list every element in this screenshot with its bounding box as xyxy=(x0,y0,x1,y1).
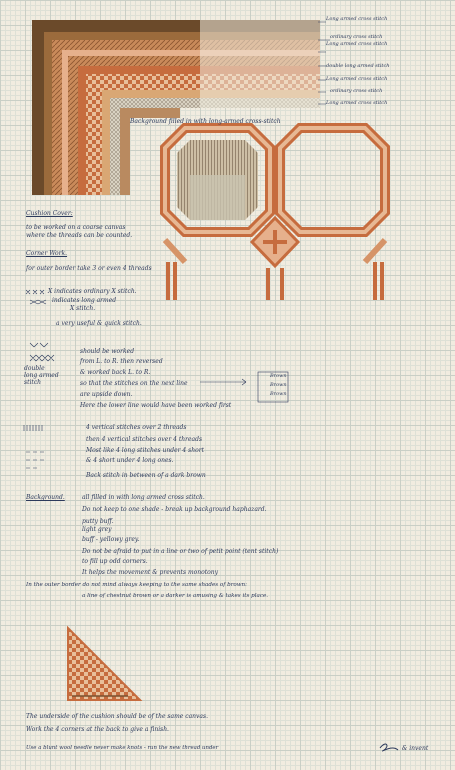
outer-border-line: a line of chestnut brown or a darker is amusing & takes its place. xyxy=(82,593,269,599)
double-label: long armed xyxy=(24,372,59,379)
legend-label: double long armed stitch xyxy=(326,63,390,69)
background-line: Do not be afraid to put in a line or two of petit point (tent stitch) xyxy=(82,548,279,555)
background-line: light grey xyxy=(82,526,112,533)
vertical-line: Most like 4 long stitches under 4 short xyxy=(86,447,204,454)
background-caption: Background filled in with long-armed cross-stitch xyxy=(130,118,281,125)
double-line: & worked back L. to R. xyxy=(80,369,151,376)
double-label: double xyxy=(24,365,45,372)
cushion-title: Cushion Cover: xyxy=(26,210,73,217)
box-label: Brown xyxy=(270,391,287,397)
triangle-corner-sample xyxy=(68,628,140,700)
cushion-line: to be worked on a coarse canvas xyxy=(26,224,126,231)
background-line: all filled in with long armed cross stitch. xyxy=(82,494,205,501)
double-line: from L. to R. then reversed xyxy=(80,358,163,365)
vertical-line: & 4 short under 4 long ones. xyxy=(86,457,174,464)
double-line: should be worked xyxy=(80,348,135,355)
background-line: Do not keep to one shade - break up background haphazard. xyxy=(82,506,267,513)
key-line: a very useful & quick stitch. xyxy=(56,320,142,327)
legend-label: Long armed cross stitch xyxy=(326,100,388,106)
key-line: indicates long armed xyxy=(52,297,117,304)
double-line: Here the lower line would have been worked first xyxy=(80,402,232,409)
footer-line: Work the 4 corners at the back to give a finish. xyxy=(26,726,169,733)
background-heading: Background. xyxy=(26,494,65,501)
outer-border-line: In the outer border do not mind always keeping to the same shades of brown: xyxy=(26,582,248,588)
background-line: putty buff. xyxy=(82,518,114,525)
legend-label: ordinary cross stitch xyxy=(330,34,383,40)
cushion-line: for outer border take 3 or even 4 threads xyxy=(26,265,152,272)
double-label: stitch xyxy=(24,379,42,386)
box-label: Brown xyxy=(270,373,287,379)
box-label: Brown xyxy=(270,382,287,388)
vertical-line: Back stitch in between of a dark brown xyxy=(86,472,206,479)
signature: & invent xyxy=(402,745,429,752)
vertical-line: 4 vertical stitches over 2 threads xyxy=(86,424,187,431)
key-line: X stitch. xyxy=(70,305,96,312)
background-line: buff - yellowy grey. xyxy=(82,536,140,543)
double-line: are upside down. xyxy=(80,391,133,398)
legend-label: Long armed cross stitch xyxy=(326,41,388,47)
legend-label: Long armed cross stitch xyxy=(326,76,388,82)
legend-label: ordinary cross stitch xyxy=(330,88,383,94)
cushion-subtitle: Corner Work. xyxy=(26,250,68,257)
footer-line: The underside of the cushion should be of the same canvas. xyxy=(26,713,208,720)
cushion-line: where the threads can be counted. xyxy=(26,232,133,239)
octagon-motifs xyxy=(165,128,385,300)
legend-label: Long armed cross stitch xyxy=(326,16,388,22)
background-line: to fill up odd corners. xyxy=(82,558,148,565)
double-line: so that the stitches on the next line xyxy=(80,380,188,387)
vertical-line: then 4 vertical stitches over 4 threads xyxy=(86,436,203,443)
background-line: It helps the movement & prevents monotony xyxy=(82,569,219,576)
footer-line: Use a blunt wool needle never make knots - run the new thread under xyxy=(26,745,219,751)
signature-scribble xyxy=(380,744,398,751)
key-line: X indicates ordinary X stitch. xyxy=(48,288,137,295)
